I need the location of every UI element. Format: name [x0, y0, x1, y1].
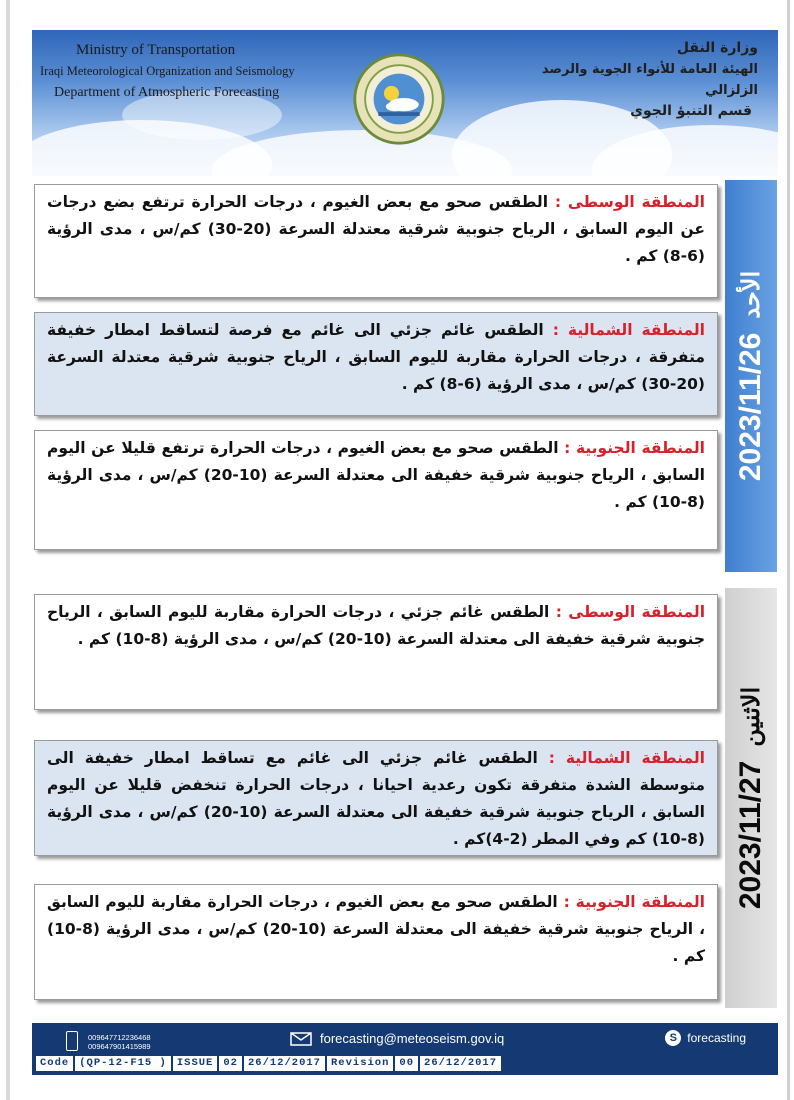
document-code-bar	[36, 1056, 774, 1071]
forecast-box-southern	[34, 884, 718, 1000]
ministry-name-ar: وزارة النقل	[676, 40, 758, 56]
revision-date: 26/12/2017	[420, 1056, 501, 1071]
forecast-box-northern	[34, 740, 718, 856]
revision-label: Revision	[327, 1056, 393, 1071]
day-name: الأحد	[737, 270, 765, 319]
forecast-text: الطقس صحو مع بعض الغيوم ، درجات الحرارة ترتفع قليلا عن اليوم السابق ، الرياح جنوبية شرقية خفيفة الى معتدلة السرعة (10-20) كم/س ، مدى الرؤية (8-10) كم .	[47, 439, 705, 511]
department-name-ar: قسم التنبؤ الجوي	[630, 103, 752, 119]
forecast-text: الطقس غائم جزئي الى غائم مع فرصة لتساقط امطار خفيفة متفرقة ، درجات الحرارة مقاربة لليوم السابق ، الرياح جنوبية شرقية معتدلة السرعة (20-30) كم/س ، مدى الرؤية (6-8) كم .	[47, 321, 705, 393]
region-name: المنطقة الجنوبية :	[564, 439, 705, 457]
header-banner	[32, 30, 778, 176]
page-frame-left	[6, 0, 10, 1100]
phone-number: 009647712236468	[88, 1033, 151, 1042]
region-name: المنطقة الوسطى :	[555, 603, 706, 621]
phone-numbers	[88, 1033, 151, 1051]
phone-number: 009647901415989	[88, 1042, 151, 1051]
region-name: المنطقة الوسطى :	[554, 193, 705, 211]
header-arabic-block	[498, 38, 758, 122]
code-value: (QP-12-F15 )	[75, 1056, 171, 1071]
code-label: Code	[36, 1056, 73, 1071]
revision-value: 00	[395, 1056, 418, 1071]
issue-date: 26/12/2017	[244, 1056, 325, 1071]
forecast-box-northern	[34, 312, 718, 416]
day-date: 2023/11/26	[734, 332, 768, 482]
footer-bar	[32, 1023, 778, 1075]
forecast-text: الطقس غائم جزئي الى غائم مع تساقط امطار خفيفة الى متوسطة الشدة متفرقة تكون رعدية احيانا ، درجات الحرارة تنخفض قليلا عن اليوم السابق ، الرياح جنوبية شرقية خفيفة الى معتدلة السرعة (10-20) كم/س ، مدى الرؤية (8-10) كم وفي المطر (2-4)كم .	[47, 749, 705, 848]
forecast-box-central	[34, 184, 718, 298]
region-name: المنطقة الجنوبية :	[563, 893, 705, 911]
forecast-box-central	[34, 594, 718, 710]
envelope-icon	[290, 1032, 312, 1046]
email-contact[interactable]	[290, 1031, 504, 1046]
department-name-en: Department of Atmospheric Forecasting	[54, 85, 280, 100]
forecast-text: الطقس صحو مع بعض الغيوم ، درجات الحرارة مقاربة لليوم السابق ، الرياح جنوبية شرقية خفيفة الى معتدلة السرعة (10-20) كم/س ، مدى الرؤية (8-10) كم .	[47, 893, 705, 965]
day-name: الاثنين	[737, 686, 765, 747]
header-english-block	[40, 40, 300, 103]
forecast-box-southern	[34, 430, 718, 550]
day-date: 2023/11/27	[734, 760, 768, 910]
forecast-text: الطقس غائم جزئي ، درجات الحرارة مقاربة لليوم السابق ، الرياح جنوبية شرقية خفيفة الى معتدلة السرعة (10-20) كم/س ، مدى الرؤية (8-10) كم .	[47, 603, 705, 648]
region-name: المنطقة الشمالية :	[552, 321, 705, 339]
issue-value: 02	[219, 1056, 242, 1071]
skype-contact[interactable]	[665, 1030, 746, 1046]
ministry-name-en: Ministry of Transportation	[76, 42, 236, 58]
day-label-bar-sunday	[725, 180, 777, 572]
email-address[interactable]: forecasting@meteoseism.gov.iq	[320, 1031, 505, 1046]
skype-handle[interactable]: forecasting	[687, 1031, 746, 1045]
skype-icon: S	[665, 1030, 681, 1046]
organization-name-en: Iraqi Meteorological Organization and Seismology	[40, 64, 295, 78]
organization-name-ar: الهيئة العامة للأنواء الجوية والرصد الزلزالي	[541, 62, 758, 98]
region-name: المنطقة الشمالية :	[548, 749, 705, 767]
meteorological-organization-seal	[352, 52, 446, 146]
phone-icon	[66, 1031, 78, 1051]
day-label-bar-monday	[725, 588, 777, 1008]
issue-label: ISSUE	[173, 1056, 218, 1071]
forecast-text: الطقس صحو مع بعض الغيوم ، درجات الحرارة ترتفع بضع درجات عن اليوم السابق ، الرياح جنوبية شرقية معتدلة السرعة (20-30) كم/س ، مدى الرؤية (6-8) كم .	[47, 193, 705, 265]
page-frame-right	[787, 0, 790, 1100]
